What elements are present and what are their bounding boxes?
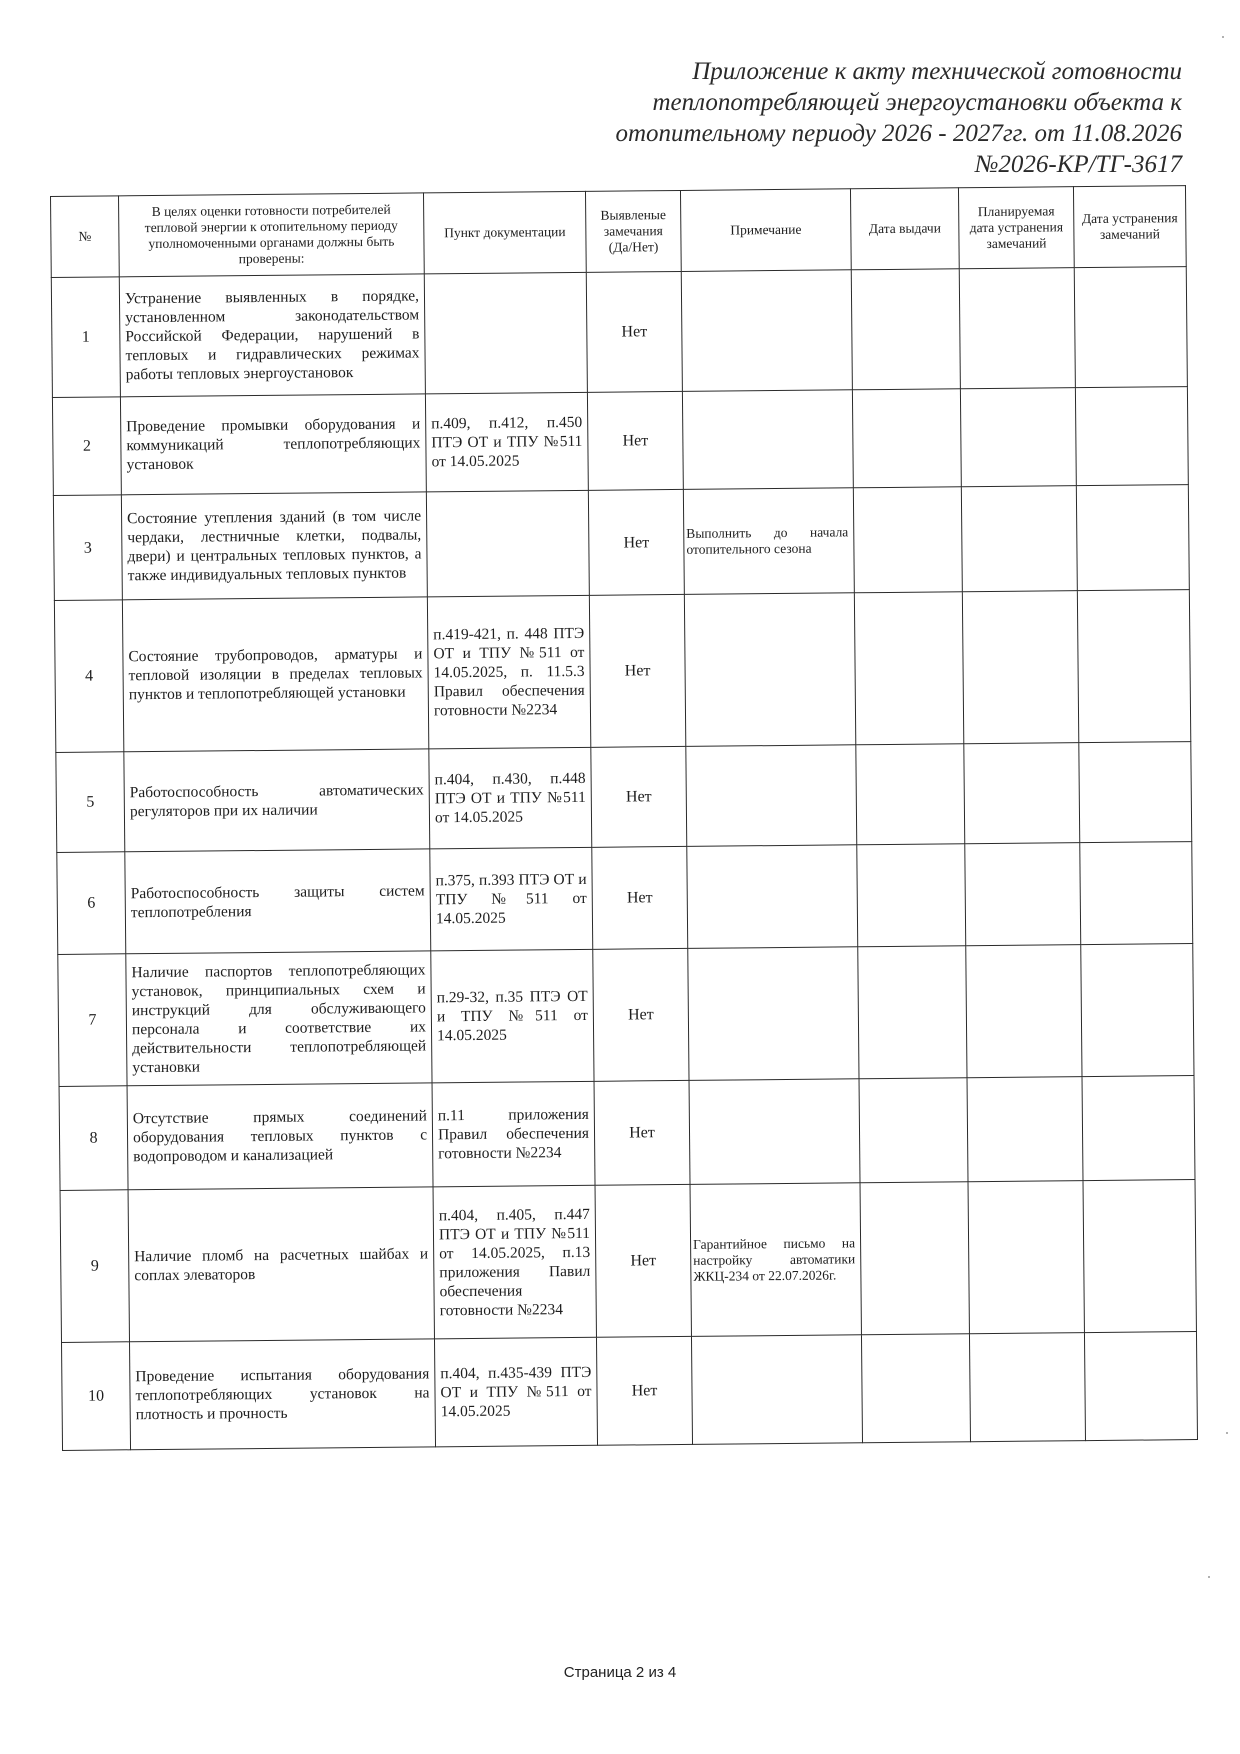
row-note: [687, 845, 858, 949]
row-requirement: Состояние утепления зданий (в том числе чердаки, лестничные клетки, подвалы, двери) и центральных тепловых пунктов, а также индивидуальных тепловых пунктов: [121, 492, 427, 600]
row-remarks: Нет: [593, 948, 689, 1081]
row-fix-date: [1074, 267, 1187, 388]
row-doc-item: п.409, п.412, п.450 ПТЭ ОТ и ТПУ №511 от 14.05.2025: [425, 392, 588, 492]
row-number: 3: [53, 495, 122, 601]
table-row: [58, 944, 1194, 1087]
row-planned-date: [967, 1077, 1083, 1182]
row-issue-date: [851, 269, 960, 390]
header-line: №2026-КР/ТГ-3617: [974, 151, 1182, 178]
row-number: 4: [54, 600, 123, 753]
row-planned-date: [966, 945, 1082, 1078]
row-remarks: Нет: [594, 1080, 690, 1185]
row-number: 7: [58, 954, 127, 1087]
table-row: [52, 387, 1188, 496]
row-remarks: Нет: [592, 846, 688, 949]
row-note: [691, 1335, 862, 1445]
row-fix-date: [1081, 944, 1194, 1077]
row-fix-date: [1082, 1076, 1195, 1181]
row-doc-item: п.404, п.430, п.448 ПТЭ ОТ и ТПУ №511 от 14.05.2025: [429, 747, 592, 849]
row-remarks: Нет: [595, 1184, 691, 1337]
column-header-planned-date: Планируемая дата устранения замечаний: [958, 187, 1074, 269]
row-number: 2: [52, 397, 121, 496]
row-planned-date: [964, 743, 1080, 844]
row-doc-item: п.419-421, п. 448 ПТЭ ОТ и ТПУ №511 от 14.05.2025, п. 11.5.3 Правил обеспечения готовности №2234: [427, 595, 590, 749]
table-row: [60, 1180, 1196, 1343]
row-fix-date: [1079, 742, 1192, 843]
column-header-remarks: Выявленые замечания (Да/Нет): [585, 190, 681, 272]
row-number: 8: [59, 1086, 128, 1191]
row-requirement: Наличие паспортов теплопотребляющих установок, принципиальных схем и инструкций для обслуживающего персонала и соответствие их действительности теплопотребляющей установки: [126, 951, 432, 1086]
column-header-note: Примечание: [680, 189, 851, 272]
column-header-issue-date: Дата выдачи: [850, 188, 959, 270]
inspection-table-wrapper: [50, 185, 1197, 1451]
row-issue-date: [860, 1182, 969, 1335]
row-requirement: Проведение испытания оборудования теплопотребляющих установок на плотность и прочность: [130, 1339, 436, 1450]
row-requirement: Работоспособность автоматических регуляторов при их наличии: [124, 749, 430, 852]
row-requirement: Работоспособность защиты систем теплопотребления: [125, 849, 431, 954]
row-issue-date: [858, 946, 967, 1079]
column-header-doc-item: Пункт документации: [423, 191, 586, 274]
row-note: [686, 745, 857, 847]
page-number: Страница 2 из 4: [563, 1664, 677, 1681]
row-note: [688, 947, 859, 1081]
row-requirement: Наличие пломб на расчетных шайбах и соплах элеваторов: [128, 1187, 434, 1342]
row-remarks: Нет: [591, 746, 687, 847]
row-issue-date: [856, 744, 965, 845]
header-line: теплопотребляющей энергоустановки объекта к: [652, 89, 1182, 116]
column-header-requirement: В целях оценки готовности потребителей тепловой энергии к отопительному периоду уполномоченными органами должны быть проверены:: [119, 193, 425, 277]
row-planned-date: [962, 591, 1078, 744]
table-header-row: [51, 186, 1187, 278]
row-fix-date: [1075, 387, 1188, 486]
row-note: [681, 270, 852, 392]
scan-speck: [1208, 1576, 1210, 1578]
row-planned-date: [965, 843, 1081, 946]
row-doc-item: п.404, п.405, п.447 ПТЭ ОТ и ТПУ №511 от 14.05.2025, п.13 приложения Павил обеспечения готовности №2234: [433, 1185, 596, 1339]
table-row: [59, 1076, 1195, 1191]
row-issue-date: [857, 844, 966, 947]
scan-speck: [1226, 1432, 1228, 1434]
row-issue-date: [859, 1078, 968, 1183]
table-row: [54, 590, 1190, 753]
row-doc-item: п.11 приложения Правил обеспечения готовности №2234: [432, 1081, 595, 1187]
row-doc-item: п.375, п.393 ПТЭ ОТ и ТПУ №511 от 14.05.2025: [430, 847, 593, 951]
table-row: [57, 842, 1193, 955]
scan-speck: [1222, 36, 1224, 38]
row-fix-date: [1077, 590, 1190, 743]
row-number: 10: [62, 1342, 131, 1451]
row-issue-date: [853, 487, 962, 593]
row-remarks: Нет: [596, 1336, 692, 1445]
row-planned-date: [968, 1181, 1084, 1334]
document-header: [482, 56, 1182, 180]
row-fix-date: [1084, 1332, 1197, 1441]
row-requirement: Устранение выявленных в порядке, установленном законодательством Российской Федерации, нарушений в тепловых и гидравлических режимах работы тепловых энергоустановок: [119, 274, 425, 397]
column-header-num: №: [51, 196, 120, 278]
row-fix-date: [1076, 485, 1189, 591]
row-remarks: Нет: [588, 489, 684, 595]
header-line: отопительному периоду 2026 - 2027гг. от 11.08.2026: [615, 120, 1182, 147]
row-issue-date: [854, 592, 963, 745]
header-line: Приложение к акту технической готовности: [692, 58, 1182, 85]
row-requirement: Отсутствие прямых соединений оборудования тепловых пунктов с водопроводом и канализацией: [127, 1083, 433, 1190]
table-row: [56, 742, 1192, 853]
row-requirement: Проведение промывки оборудования и коммуникаций теплопотребляющих установок: [120, 394, 426, 495]
row-remarks: Нет: [587, 391, 683, 490]
row-number: 1: [51, 277, 120, 398]
row-fix-date: [1083, 1180, 1196, 1333]
inspection-table: [50, 185, 1198, 1451]
row-note: [689, 1079, 860, 1185]
row-issue-date: [852, 389, 961, 488]
table-row: [62, 1332, 1198, 1451]
row-number: 9: [60, 1190, 129, 1343]
row-doc-item: [426, 490, 589, 597]
row-number: 6: [57, 852, 126, 955]
row-issue-date: [861, 1334, 970, 1443]
row-planned-date: [959, 268, 1075, 389]
row-planned-date: [960, 388, 1076, 487]
row-remarks: Нет: [589, 594, 685, 747]
table-row: [51, 267, 1187, 398]
row-doc-item: п.404, п.435-439 ПТЭ ОТ и ТПУ №511 от 14.05.2025: [434, 1337, 597, 1447]
row-note: [682, 390, 853, 490]
row-fix-date: [1080, 842, 1193, 945]
row-planned-date: [961, 486, 1077, 592]
row-note: Гарантийное письмо на настройку автоматики ЖКЦ-234 от 22.07.2026г.: [690, 1183, 861, 1337]
row-requirement: Состояние трубопроводов, арматуры и тепловой изоляции в пределах тепловых пунктов и теплопотребляющей установки: [122, 597, 428, 752]
row-remarks: Нет: [586, 271, 682, 392]
column-header-fix-date: Дата устранения замечаний: [1073, 186, 1186, 268]
table-row: [53, 485, 1189, 601]
row-doc-item: [424, 272, 587, 394]
row-number: 5: [56, 752, 125, 853]
row-planned-date: [969, 1333, 1085, 1442]
row-doc-item: п.29-32, п.35 ПТЭ ОТ и ТПУ №511 от 14.05.2025: [431, 949, 594, 1083]
row-note: Выполнить до начала отопительного сезона: [683, 488, 854, 595]
row-note: [684, 593, 855, 747]
